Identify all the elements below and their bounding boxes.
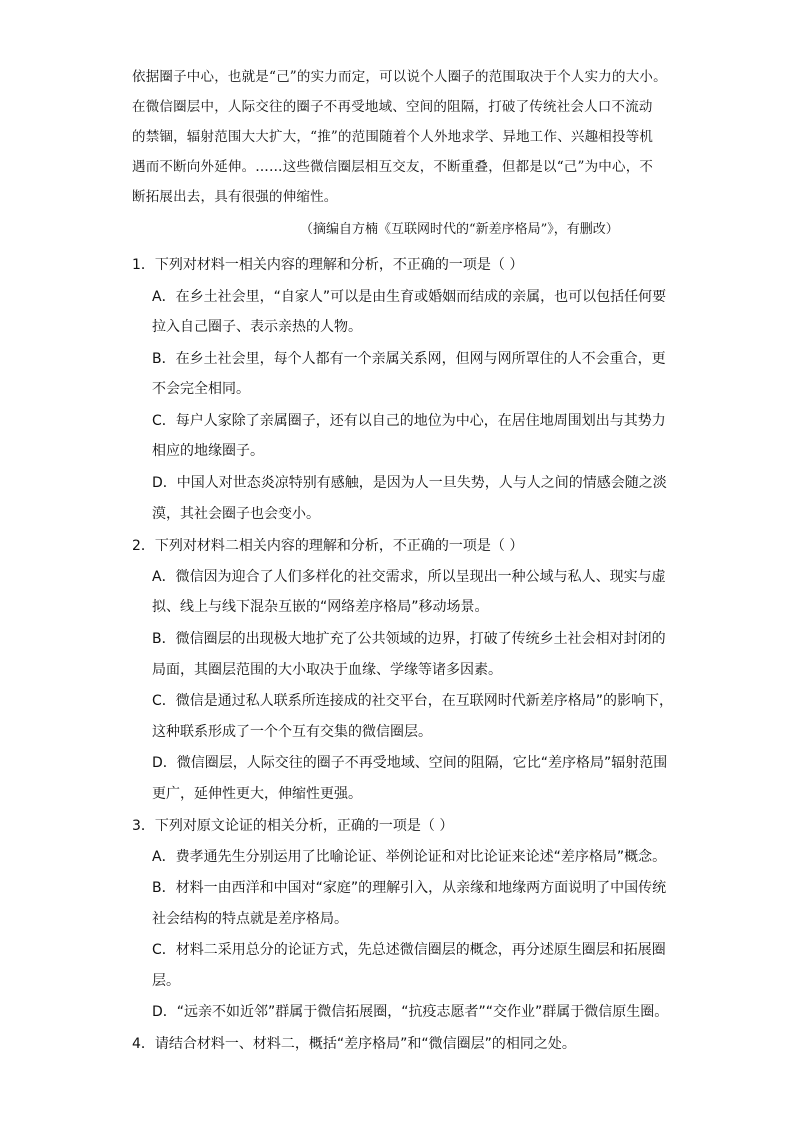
option-c: C．材料二采用总分的论证方式，先总述微信圈层的概念，再分述原生圈层和拓展圈 <box>152 942 666 958</box>
option-d: D．“远亲不如近邻”群属于微信拓展圈，“抗疫志愿者”“交作业”群属于微信原生圈。 <box>152 1004 669 1020</box>
option-b: B．在乡土社会里，每个人都有一个亲属关系网，但网与网所罩住的人不会重合，更 <box>152 351 666 367</box>
passage-line: 的禁锢，辐射范围大大扩大，“推”的范围随着个人外地求学、异地工作、兴趣相投等机 <box>132 129 654 145</box>
passage-line: 在微信圈层中，人际交往的圈子不再受地域、空间的阻隔，打破了传统社会人口不流动 <box>132 99 653 115</box>
question-stem: 4．请结合材料一、材料二，概括“差序格局”和“微信圈层”的相同之处。 <box>132 1036 576 1052</box>
option-a-cont: 拉入自己圈子、表示亲热的人物。 <box>152 319 362 335</box>
option-a: A．微信因为迎合了人们多样化的社交需求，所以呈现出一种公域与私人、现实与虚 <box>152 569 666 585</box>
option-a: A．在乡土社会里，“自家人”可以是由生育或婚姻而结成的亲属，也可以包括任何要 <box>152 289 667 305</box>
passage-line: 依据圈子中心，也就是“己”的实力而定，可以说个人圈子的范围取决于个人实力的大小。 <box>132 69 667 85</box>
option-b-cont: 不会完全相同。 <box>152 381 250 397</box>
option-b: B．微信圈层的出现极大地扩充了公共领域的边界，打破了传统乡土社会相对封闭的 <box>152 631 666 647</box>
option-c-cont: 相应的地缘圈子。 <box>152 443 264 459</box>
option-d-cont: 更广，延伸性更大，伸缩性更强。 <box>152 786 362 802</box>
option-d: D．微信圈层，人际交往的圈子不再受地域、空间的阻隔，它比“差序格局”辐射范围 <box>152 755 668 771</box>
option-c-cont: 这种联系形成了一个个互有交集的微信圈层。 <box>152 724 432 740</box>
option-a: A．费孝通先生分别运用了比喻论证、举例论证和对比论证来论述“差序格局”概念。 <box>152 849 667 865</box>
source-citation: （摘编自方楠《互联网时代的“新差序格局”》，有删改） <box>300 222 619 237</box>
option-c-cont: 层。 <box>152 973 180 989</box>
option-c: C．每户人家除了亲属圈子，还有以自己的地位为中心，在居住地周围划出与其势力 <box>152 413 666 429</box>
option-d-cont: 漠，其社会圈子也会变小。 <box>152 506 320 522</box>
option-b-cont: 局面，其圈层范围的大小取决于血缘、学缘等诸多因素。 <box>152 662 502 678</box>
passage-line: 遇而不断向外延伸。……这些微信圈层相互交友，不断重叠，但都是以“己”为中心，不 <box>132 159 654 175</box>
option-d: D．中国人对世态炎凉特别有感触，是因为人一旦失势，人与人之间的情感会随之淡 <box>152 475 667 491</box>
question-stem: 2．下列对材料二相关内容的理解和分析，不正确的一项是（ ） <box>132 538 524 554</box>
passage-paragraph <box>132 62 667 212</box>
option-a-cont: 拟、线上与线下混杂互嵌的“网络差序格局”移动场景。 <box>152 599 489 615</box>
passage-line: 断拓展出去，具有很强的伸缩性。 <box>132 189 338 205</box>
option-c: C．微信是通过私人联系所连接成的社交平台，在互联网时代新差序格局”的影响下， <box>152 693 674 709</box>
question-stem: 3．下列对原文论证的相关分析，正确的一项是（ ） <box>132 818 454 834</box>
option-b-cont: 社会结构的特点就是差序格局。 <box>152 911 348 927</box>
option-b: B．材料一由西洋和中国对“家庭”的理解引入，从亲缘和地缘两方面说明了中国传统 <box>152 880 667 896</box>
question-stem: 1．下列对材料一相关内容的理解和分析，不正确的一项是（ ） <box>132 257 524 273</box>
